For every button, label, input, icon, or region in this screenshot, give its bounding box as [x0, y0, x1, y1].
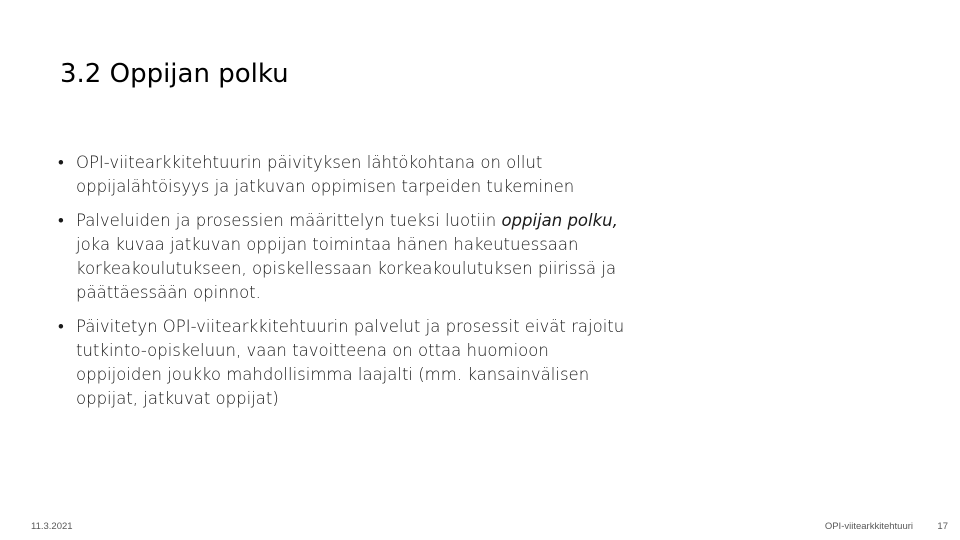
bullet-item	[58, 151, 638, 199]
bullet-text-end: joka kuvaa jatkuvan oppijan toimintaa hänen hakeutuessaan korkeakoulutukseen, opiskellessaan korkeakoulutuksen piirissä ja päättäessään opinnot.	[76, 235, 617, 302]
bullet-text-italic: oppijan polku,	[501, 211, 618, 230]
bullet-text: OPI-viitearkkitehtuurin päivityksen lähtökohtana on ollut oppijalähtöisyys ja jatkuvan oppimisen tarpeiden tukeminen	[76, 153, 575, 196]
slide-title: 3.2 Oppijan polku	[60, 59, 289, 89]
footer-title: OPI-viitearkkitehtuuri	[824, 521, 913, 532]
bullet-item	[58, 315, 638, 411]
bullet-symbol: •	[58, 153, 64, 172]
page-number: 17	[937, 521, 948, 532]
bullet-list	[58, 151, 638, 421]
bullet-text-start: Palveluiden ja prosessien määrittelyn tueksi luotiin	[76, 211, 502, 230]
bullet-text: Päivitetyn OPI-viitearkkitehtuurin palvelut ja prosessit eivät rajoitu tutkinto-opiskeluun, vaan tavoitteena on ottaa huomioon oppijoiden joukko mahdollisimma laajalti (mm. kansainvälisen oppijat, jatkuvat oppijat)	[76, 317, 625, 408]
footer-date: 11.3.2021	[31, 521, 73, 532]
bullet-symbol: •	[58, 317, 64, 336]
bullet-symbol: •	[58, 211, 64, 230]
bullet-item	[58, 209, 638, 305]
